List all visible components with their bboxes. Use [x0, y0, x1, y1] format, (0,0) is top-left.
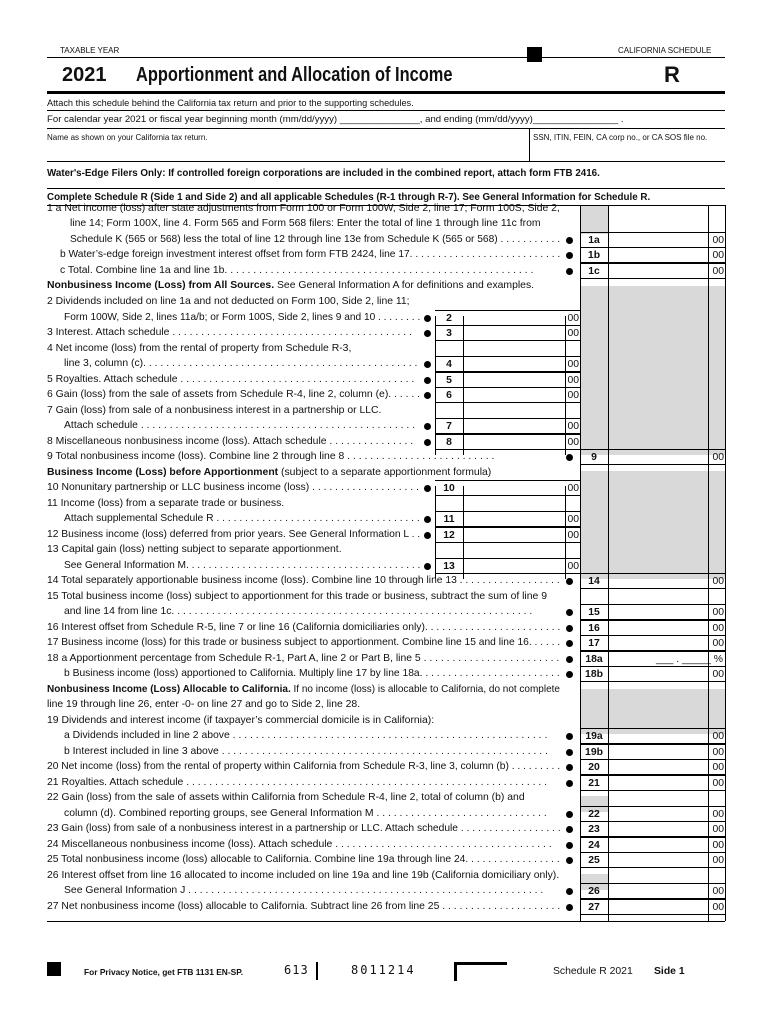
form-line-text: 22 Gain (loss) from the sale of assets within California from Schedule R-4, line 2, total of column (b) and [47, 792, 525, 803]
amount-field[interactable] [609, 264, 707, 278]
rule [580, 790, 725, 791]
rule [435, 402, 580, 403]
cents-label: 00 [712, 886, 724, 897]
required-bullet-icon [424, 392, 431, 399]
line-number-box: 12 [443, 530, 455, 541]
shaded-area [580, 206, 608, 234]
bottom-rule [47, 921, 725, 922]
form-line-tail: (subject to a separate apportionment formula) [278, 467, 492, 478]
form-line-text: 12 Business income (loss) deferred from prior years. See General Information L . . [47, 529, 421, 540]
cents-label: 00 [567, 313, 579, 324]
title-rule [47, 91, 725, 94]
complete-note: Complete Schedule R (Side 1 and Side 2) and all applicable Schedules (R-1 through R-7). See General Information for Schedule R. [47, 192, 651, 203]
form-code-2: 8011214 [351, 963, 416, 977]
cents-label: 00 [567, 421, 579, 432]
line-number-box: 18a [585, 654, 603, 665]
rule [435, 340, 580, 341]
id-label: SSN, ITIN, FEIN, CA corp no., or CA SOS file no. [533, 133, 708, 142]
cents-label: 00 [567, 514, 579, 525]
form-line-text [47, 467, 491, 479]
line-number-box: 27 [588, 902, 600, 913]
required-bullet-icon [424, 516, 431, 523]
cents-label: 00 [567, 390, 579, 401]
form-line-text [47, 280, 534, 292]
taxpayer-name-field[interactable] [47, 142, 527, 160]
cents-label: 00 [712, 607, 724, 618]
form-line-text: 7 Gain (loss) from sale of a nonbusiness interest in a partnership or LLC. [47, 405, 382, 416]
required-bullet-icon [566, 888, 573, 895]
rule [47, 161, 725, 162]
required-bullet-icon [566, 826, 573, 833]
line-number-box: 4 [446, 359, 452, 370]
form-line-text: b Interest included in line 3 above . . . . . . . . . . . . . . . . . . . . . . . . . . . . . . . . . . . . . . . . . . . . . . . . . . . . . . . . . [64, 746, 548, 757]
form-line-text: 3 Interest. Attach schedule . . . . . . . . . . . . . . . . . . . . . . . . . . . . . . . . . . . . . . . . . . [47, 327, 412, 338]
amount-field[interactable] [464, 373, 564, 387]
required-bullet-icon [566, 640, 573, 647]
line-number-box: 19b [585, 747, 603, 758]
form-line-text: b Water’s-edge foreign investment interest offset from form FTB 2424, line 17. . . . . . . . . . . . . . . . . . . . . . . . . . . [60, 249, 561, 260]
code-bar [316, 962, 318, 980]
cents-label: 00 [712, 778, 724, 789]
amount-field[interactable] [464, 388, 564, 402]
form-line-text: 23 Gain (loss) from sale of a nonbusiness interest in a partnership or LLC. Attach schedule . . . . . . . . . . . . . . . . . . [47, 823, 561, 834]
required-bullet-icon [566, 578, 573, 585]
cents-label: 00 [712, 824, 724, 835]
amount-field[interactable] [464, 326, 564, 340]
amount-field[interactable] [609, 745, 707, 759]
required-bullet-icon [424, 423, 431, 430]
form-line-text: 13 Capital gain (loss) netting subject to separate apportionment. [47, 544, 342, 555]
amount-field[interactable] [464, 311, 564, 325]
percentage-mask: ___ . _____ % [655, 654, 723, 665]
cents-label: 00 [567, 561, 579, 572]
cents-label: 00 [712, 669, 724, 680]
amount-field[interactable] [609, 621, 707, 635]
line-number-box: 7 [446, 421, 452, 432]
form-line-text: 24 Miscellaneous nonbusiness income (loss). Attach schedule . . . . . . . . . . . . . . . . . . . . . . . . . . . . . . . . . . . . . . [47, 839, 552, 850]
required-bullet-icon [424, 361, 431, 368]
required-bullet-icon [566, 237, 573, 244]
line-number-box: 14 [588, 576, 600, 587]
required-bullet-icon [424, 315, 431, 322]
form-line-text: and line 14 from line 1c. . . . . . . . . . . . . . . . . . . . . . . . . . . . . . . . . . . . . . . . . . . . . . . . . . . . . . . . . . . . . . . [64, 606, 533, 617]
required-bullet-icon [566, 857, 573, 864]
shaded-area [580, 471, 725, 579]
form-line-text: 26 Interest offset from line 16 allocated to income included on line 19a and line 19b (California domiciliary only). [47, 870, 560, 881]
form-line-text: 10 Nonunitary partnership or LLC business income (loss) . . . . . . . . . . . . . . . . . . . [47, 482, 419, 493]
required-bullet-icon [424, 330, 431, 337]
line-number-box: 3 [446, 328, 452, 339]
amount-field[interactable] [609, 574, 707, 588]
line-number-box: 26 [588, 886, 600, 897]
rule [47, 110, 725, 111]
required-bullet-icon [566, 749, 573, 756]
amount-field[interactable] [609, 248, 707, 262]
line-number-box: 19a [585, 731, 603, 742]
rule [435, 573, 580, 574]
amount-field[interactable] [609, 760, 707, 774]
footer-schedule: Schedule R 2021 [553, 966, 633, 977]
rule [725, 205, 726, 921]
amount-field[interactable] [609, 729, 707, 743]
header-rule [47, 57, 725, 58]
amount-field[interactable] [464, 512, 564, 526]
fiscal-begin-field[interactable] [358, 113, 442, 125]
form-line-text: 5 Royalties. Attach schedule . . . . . . . . . . . . . . . . . . . . . . . . . . . . . . . . . . . . . . . . . [47, 374, 415, 385]
required-bullet-icon [566, 811, 573, 818]
amount-field[interactable] [609, 450, 707, 464]
form-line-text: 18 a Apportionment percentage from Schedule R-1, Part A, line 2 or Part B, line 5 . . . . . . . . . . . . . . . . . . . . . . . . [47, 653, 560, 664]
cents-label: 00 [712, 855, 724, 866]
cents-label: 00 [712, 576, 724, 587]
name-label: Name as shown on your California tax return. [47, 133, 208, 142]
rule [435, 449, 580, 450]
line-number-box: 20 [588, 762, 600, 773]
line-number-box: 10 [443, 483, 455, 494]
form-line-text: 2 Dividends included on line 1a and not deducted on Form 100, Side 2, line 11; [47, 296, 410, 307]
cents-label: 00 [712, 638, 724, 649]
required-bullet-icon [424, 485, 431, 492]
rule [580, 914, 725, 915]
amount-field[interactable] [464, 481, 564, 495]
form-line-text: line 19 through line 26, enter -0- on line 27 and go to Side 2, line 28. [47, 699, 361, 710]
form-line-text: See General Information M. . . . . . . . . . . . . . . . . . . . . . . . . . . . . . . . . . . . . . . . . . [64, 560, 421, 571]
line-number-box: 25 [588, 855, 600, 866]
cents-label: 00 [567, 483, 579, 494]
required-bullet-icon [566, 609, 573, 616]
rule [47, 128, 725, 129]
cents-label: 00 [712, 809, 724, 820]
line-number-box: 9 [591, 452, 597, 463]
form-line-text: 15 Total business income (loss) subject to apportionment for this trade or business, subtract the sum of line 9 [47, 591, 547, 602]
line-number-box: 1a [588, 235, 600, 246]
required-bullet-icon [566, 733, 573, 740]
line-number-box: 22 [588, 809, 600, 820]
form-line-text: 11 Income (loss) from a separate trade or business. [47, 498, 285, 509]
form-code-1: 613 [284, 963, 309, 977]
amount-field[interactable] [464, 419, 564, 433]
state-label: CALIFORNIA SCHEDULE [618, 46, 712, 55]
amount-field[interactable] [609, 900, 707, 914]
required-bullet-icon [424, 439, 431, 446]
cents-label: 00 [712, 250, 724, 261]
form-line-heading: Nonbusiness Income (Loss) from All Sources. [47, 280, 275, 291]
form-line-text: Form 100W, Side 2, lines 11a/b; or Form 100S, Side 2, lines 9 and 10 . . . . . . . . [64, 312, 421, 323]
form-line-text: line 14; Form 100X, line 4. Form 565 and Form 568 filers: Enter the total of line 1 through line 11c from [70, 218, 541, 229]
rule [47, 188, 725, 189]
form-line-text: a Dividends included in line 2 above . . . . . . . . . . . . . . . . . . . . . . . . . . . . . . . . . . . . . . . . . . . . . . . . . . . . . . . [64, 730, 548, 741]
cents-label: 00 [567, 530, 579, 541]
form-line-text: Schedule K (565 or 568) less the total of line 12 through line 13e from Schedule K (565 or 568) . . . . . . . . . . . [70, 234, 561, 245]
form-line-text: See General Information J . . . . . . . . . . . . . . . . . . . . . . . . . . . . . . . . . . . . . . . . . . . . . . . . . . . . . . . . . . . . . . [64, 885, 544, 896]
required-bullet-icon [424, 563, 431, 570]
rule [529, 128, 530, 162]
form-line-heading: Nonbusiness Income (Loss) Allocable to California. [47, 684, 291, 695]
form-line-text: c Total. Combine line 1a and line 1b. . . . . . . . . . . . . . . . . . . . . . . . . . . . . . . . . . . . . . . . . . . . . . . . . . . . . . [60, 265, 534, 276]
line-number-box: 16 [588, 623, 600, 634]
cents-label: 00 [567, 359, 579, 370]
form-line-text: 14 Total separately apportionable business income (loss). Combine line 10 through line 13 . . . . . . . . . . . . . . . . . . [47, 575, 560, 586]
line-number-box: 24 [588, 840, 600, 851]
required-bullet-icon [566, 454, 573, 461]
form-line-text: 4 Net income (loss) from the rental of property from Schedule R-3, [47, 343, 352, 354]
form-title: Apportionment and Allocation of Income [136, 64, 453, 86]
line-number-box: 1c [588, 266, 600, 277]
cents-label: 00 [712, 747, 724, 758]
cents-label: 00 [712, 762, 724, 773]
required-bullet-icon [566, 842, 573, 849]
rule [580, 464, 725, 465]
corner-mark [527, 47, 542, 62]
tax-year: 2021 [62, 64, 107, 86]
amount-field[interactable] [609, 838, 707, 852]
period-line: For calendar year 2021 or fiscal year beginning month (mm/dd/yyyy) _______________, and ending (mm/dd/yyyy)________________ . [47, 114, 624, 125]
required-bullet-icon [566, 268, 573, 275]
required-bullet-icon [566, 780, 573, 787]
footer-side: Side 1 [654, 966, 685, 977]
form-line-tail: See General Information A for definitions and examples. [274, 280, 535, 291]
fiscal-end-field[interactable] [566, 113, 650, 125]
required-bullet-icon [566, 671, 573, 678]
line-number-box: 21 [588, 778, 600, 789]
required-bullet-icon [566, 656, 573, 663]
required-bullet-icon [424, 532, 431, 539]
cents-label: 00 [712, 452, 724, 463]
form-line-text: 9 Total nonbusiness income (loss). Combine line 2 through line 8 . . . . . . . . . . . . . . . . . . . . . . . . . . [47, 451, 495, 462]
cents-label: 00 [712, 623, 724, 634]
form-line-text: 1 a Net income (loss) after state adjustments from Form 100 or Form 100W, Side 2, line 17; Form 100S, Side 2, [47, 203, 560, 214]
amount-field[interactable] [609, 776, 707, 790]
form-line-tail: If no income (loss) is allocable to California, do not complete [290, 684, 560, 695]
line-number-box: 6 [446, 390, 452, 401]
amount-field[interactable] [609, 807, 707, 821]
privacy-notice: For Privacy Notice, get FTB 1131 EN-SP. [84, 967, 244, 977]
cents-label: 00 [712, 731, 724, 742]
line-number-box: 1b [587, 250, 601, 261]
rule [580, 588, 725, 589]
form-line-heading: Business Income (Loss) before Apportionment [47, 467, 279, 478]
attach-note: Attach this schedule behind the California tax return and prior to the supporting schedules. [47, 98, 414, 108]
amount-field[interactable] [464, 528, 564, 542]
form-line-text: 19 Dividends and interest income (if taxpayer’s commercial domicile is in California): [47, 715, 435, 726]
rule [435, 542, 580, 543]
line-number-box: 2 [446, 313, 452, 324]
form-line-text: 25 Total nonbusiness income (loss) allocable to California. Combine line 19a through line 24. . . . . . . . . . . . . . . . . [47, 854, 560, 865]
cents-label: 00 [567, 437, 579, 448]
form-line-text: 17 Business income (loss) for this trade or business subject to apportionment. Combine line 15 and line 16. . . . . . [47, 637, 561, 648]
shaded-area [580, 286, 725, 455]
rule [435, 495, 580, 496]
required-bullet-icon [424, 377, 431, 384]
form-line-text: line 3, column (c). . . . . . . . . . . . . . . . . . . . . . . . . . . . . . . . . . . . . . . . . . . . . . . . [64, 358, 418, 369]
cents-label: 00 [712, 840, 724, 851]
form-line-text: 20 Net income (loss) from the rental of property within California from Schedule R-3, line 3, column (b) . . . . . . . . . [47, 761, 561, 772]
amount-field[interactable] [609, 822, 707, 836]
line-number-box: 17 [588, 638, 600, 649]
amount-field[interactable] [464, 357, 564, 371]
line-number-box: 15 [588, 607, 600, 618]
form-line-text: 6 Gain (loss) from the sale of assets from Schedule R-4, line 2, column (e). . . . . . [47, 389, 421, 400]
amount-field[interactable] [464, 435, 564, 449]
footer-bracket [454, 962, 507, 981]
line-number-box: 23 [588, 824, 600, 835]
amount-field[interactable] [464, 559, 564, 573]
form-line-text: 16 Interest offset from Schedule R-5, line 7 or line 16 (California domiciliaries only). . . . . . . . . . . . . . . . . . . . . . . . [47, 622, 561, 633]
cents-label: 00 [567, 375, 579, 386]
required-bullet-icon [566, 764, 573, 771]
line-number-box: 5 [446, 375, 452, 386]
rule [580, 278, 725, 279]
line-number-box: 11 [443, 514, 455, 525]
amount-field[interactable] [609, 636, 707, 650]
form-line-text [47, 684, 560, 696]
required-bullet-icon [566, 625, 573, 632]
waters-edge-note: Water's-Edge Filers Only: If controlled foreign corporations are included in the combined report, attach form FTB 2416. [47, 168, 600, 179]
form-line-text: 27 Net nonbusiness income (loss) allocable to California. Subtract line 26 from line 25 . . . . . . . . . . . . . . . . . . . . . [47, 901, 561, 912]
cents-label: 00 [712, 235, 724, 246]
line-number-box: 13 [443, 561, 455, 572]
amount-field[interactable] [609, 233, 707, 247]
rule [580, 681, 725, 682]
amount-field[interactable] [609, 853, 707, 867]
form-line-text: Attach supplemental Schedule R . . . . . . . . . . . . . . . . . . . . . . . . . . . . . . . . . . . . [64, 513, 420, 524]
form-line-text: column (d). Combined reporting groups, see General Information M . . . . . . . . . . . . . . . . . . . . . . . . . . . . . . [64, 808, 547, 819]
taxable-year-label: TAXABLE YEAR [60, 46, 120, 55]
amount-field[interactable] [609, 884, 707, 898]
cents-label: 00 [567, 328, 579, 339]
required-bullet-icon [566, 252, 573, 259]
amount-field[interactable] [609, 605, 707, 619]
cents-label: 00 [712, 902, 724, 913]
schedule-letter: R [664, 62, 680, 87]
rule [580, 867, 725, 868]
footer-mark-left [47, 962, 61, 976]
cents-label: 00 [712, 266, 724, 277]
taxpayer-id-field[interactable] [532, 142, 724, 160]
required-bullet-icon [566, 904, 573, 911]
form-line-text: 21 Royalties. Attach schedule . . . . . . . . . . . . . . . . . . . . . . . . . . . . . . . . . . . . . . . . . . . . . . . . . . . . . . . . . . . . . . . [47, 777, 548, 788]
amount-field[interactable] [609, 667, 707, 681]
rule [580, 316, 581, 455]
form-line-text: b Business income (loss) apportioned to California. Multiply line 17 by line 18a. . . . . . . . . . . . . . . . . . . . . . . . . [64, 668, 560, 679]
form-line-text: Attach schedule . . . . . . . . . . . . . . . . . . . . . . . . . . . . . . . . . . . . . . . . . . . . . . . . [64, 420, 416, 431]
form-line-text: 8 Miscellaneous nonbusiness income (loss). Attach schedule . . . . . . . . . . . . . . . [47, 436, 414, 447]
line-number-box: 18b [585, 669, 603, 680]
line-number-box: 8 [446, 437, 452, 448]
